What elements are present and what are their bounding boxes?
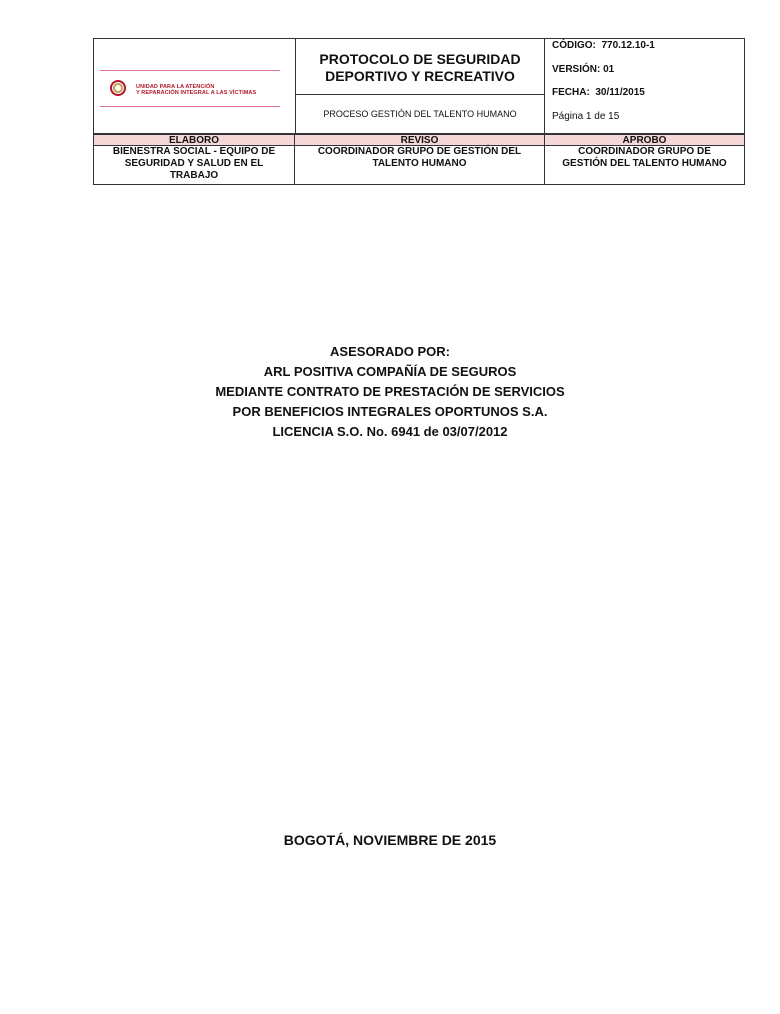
place-date-footer: BOGOTÁ, NOVIEMBRE DE 2015 bbox=[283, 832, 497, 848]
date-label: FECHA: bbox=[552, 87, 590, 98]
logo-cell bbox=[93, 38, 295, 134]
version-label: VERSIÓN: bbox=[552, 64, 601, 75]
reviso-header: REVISO bbox=[294, 134, 545, 146]
process-name: PROCESO GESTIÓN DEL TALENTO HUMANO bbox=[323, 109, 517, 119]
advisory-block bbox=[0, 342, 780, 442]
date-value: 30/11/2015 bbox=[595, 87, 645, 98]
document-meta-cell bbox=[544, 38, 745, 134]
process-cell bbox=[295, 94, 545, 134]
code-value: 770.12.10-1 bbox=[601, 40, 655, 51]
elaboro-header: ELABORO bbox=[93, 134, 295, 146]
reviso-line-1: COORDINADOR GRUPO DE GESTIÓN DEL bbox=[317, 146, 522, 157]
aprobo-header: APROBO bbox=[544, 134, 745, 146]
advisory-line-2: ARL POSITIVA COMPAÑÍA DE SEGUROS bbox=[263, 364, 517, 379]
logo-text-line2: Y REPARACIÓN INTEGRAL A LAS VÍCTIMAS bbox=[136, 90, 257, 96]
aprobo-line-2: GESTIÓN DEL TALENTO HUMANO bbox=[562, 158, 727, 169]
document-header-table bbox=[93, 38, 745, 188]
elaboro-line-2: SEGURIDAD Y SALUD EN EL bbox=[124, 158, 264, 169]
elaboro-line-3: TRABAJO bbox=[169, 170, 219, 181]
advisory-line-3: MEDIANTE CONTRATO DE PRESTACIÓN DE SERVICIOS bbox=[215, 384, 565, 399]
logo-text-line1: UNIDAD PARA LA ATENCIÓN bbox=[136, 84, 215, 90]
reviso-line-2: TALENTO HUMANO bbox=[372, 158, 467, 169]
advisory-line-4: POR BENEFICIOS INTEGRALES OPORTUNOS S.A. bbox=[232, 404, 548, 419]
page-number: Página 1 de 15 bbox=[552, 111, 620, 122]
coat-of-arms-icon bbox=[110, 80, 126, 96]
aprobo-value bbox=[544, 145, 745, 185]
signature-row bbox=[93, 134, 745, 188]
title-line-1: PROTOCOLO DE SEGURIDAD bbox=[319, 51, 521, 67]
advisory-line-1: ASESORADO POR: bbox=[330, 344, 450, 359]
date-row bbox=[552, 87, 645, 98]
elaboro-line-1: BIENESTRA SOCIAL - EQUIPO DE bbox=[112, 146, 276, 157]
aprobo-line-1: COORDINADOR GRUPO DE bbox=[578, 146, 711, 157]
version-value: 01 bbox=[603, 64, 615, 75]
title-cell bbox=[295, 38, 545, 95]
code-row bbox=[552, 40, 655, 51]
title-line-2: DEPORTIVO Y RECREATIVO bbox=[325, 68, 515, 84]
logo-divider-bottom bbox=[100, 106, 280, 107]
logo-divider-top bbox=[100, 70, 280, 71]
advisory-line-5: LICENCIA S.O. No. 6941 de 03/07/2012 bbox=[272, 424, 508, 439]
code-label: CÓDIGO: bbox=[552, 40, 596, 51]
elaboro-value bbox=[93, 145, 295, 185]
version-row bbox=[552, 64, 614, 75]
reviso-value bbox=[294, 145, 545, 185]
document-title bbox=[296, 51, 544, 85]
